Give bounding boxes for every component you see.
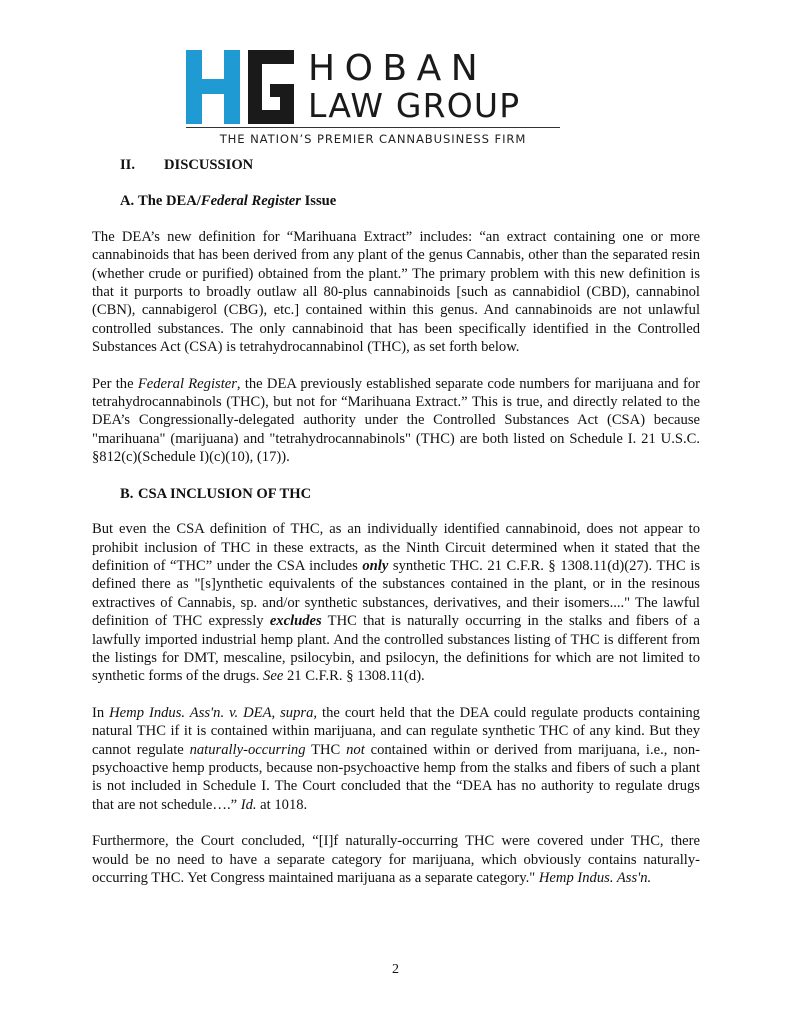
subsection-a-title-post: Issue bbox=[300, 193, 337, 210]
section-number: II. bbox=[120, 157, 136, 173]
document-body bbox=[92, 156, 700, 905]
subsection-a-letter: A. bbox=[120, 193, 135, 210]
italic-run: See bbox=[263, 668, 284, 685]
section-heading bbox=[120, 156, 700, 174]
paragraph-hemp-industries bbox=[92, 704, 700, 814]
italic-run: not bbox=[346, 741, 365, 758]
text-run: at 1018. bbox=[256, 796, 308, 813]
text-run: 21 C.F.R. § 1308.11(d). bbox=[283, 668, 425, 685]
paragraph-marihuana-extract: The DEA’s new definition for “Marihuana Extract” includes: “an extract containing one or more cannabinoids that has been derived from any plant of the genus Cannabis, other than the separated resin (whether crude or purified) obtained from the plant.” The primary problem with this new definition is that it purports to broadly outlaw all 80-plus cannabinoids [such as cannabidiol (CBD), cannabinol (CBN), cannabigerol (CBG), etc.] contained within this genus. And cannabinoids are not unlawful controlled substances. The only cannabinoid that has been specifically identified in the Controlled Substances Act (CSA) is tetrahydrocannabinol (THC), as set forth below. bbox=[92, 228, 700, 356]
text-run: the court held that the DEA could regulate products containing natural THC if it is contained within marijuana, and can regulate synthetic THC of any kind. But they cannot regulate bbox=[92, 704, 700, 758]
brand-tagline: THE NATION’S PREMIER CANNABUSINESS FIRM bbox=[219, 132, 527, 146]
case-citation: Hemp Indus. Ass'n. bbox=[538, 870, 652, 886]
section-title: DISCUSSION bbox=[164, 157, 254, 173]
text-run: Per the bbox=[92, 375, 138, 392]
hg-logo-mark bbox=[186, 50, 300, 124]
brand-name-line1: HOBAN bbox=[308, 48, 488, 89]
paragraph-court-conclusion bbox=[92, 832, 700, 887]
paragraph-csa-definition bbox=[92, 520, 700, 686]
case-citation: Hemp Indus. Ass'n. v. DEA, supra, bbox=[109, 704, 318, 721]
emphasis-run: excludes bbox=[269, 613, 322, 630]
brand-name-line2: LAW GROUP bbox=[308, 86, 521, 125]
subsection-b-heading bbox=[120, 485, 700, 503]
paragraph-federal-register bbox=[92, 375, 700, 467]
text-run: , the DEA previously established separate code numbers for marijuana and for tetrahydrocannabinols (THC), but not for “Marihuana Extract.” This is true, and directly related to the DEA’s Congressionally-delegated authority under the Controlled Substances Act (CSA) because "marihuana" (marijuana) and "tetrahydrocannabinols" (THC) are both listed on Schedule I. 21 U.S.C. §812(c)(Schedule I)(c)(10), (17)). bbox=[92, 375, 700, 466]
italic-run: naturally-occurring bbox=[189, 741, 306, 758]
subsection-a-title-italic: Federal Register bbox=[200, 193, 301, 210]
subsection-b-letter: B. bbox=[120, 485, 134, 502]
text-run: synthetic THC. 21 C.F.R. § 1308.11(d)(27). THC is defined there as "[s]ynthetic equivalents of the substances contained in the plant, or in the resinous extractives of Cannabis, sp. and/or synthetic substances, derivatives, and their isomers...." The lawful definition of THC expressly bbox=[92, 557, 700, 630]
firm-logo bbox=[186, 50, 560, 146]
italic-run: Federal Register bbox=[137, 375, 237, 392]
text-run: But even the CSA definition of THC, as an individually identified cannabinoid, does not appear to prohibit inclusion of THC in these extracts, as the Ninth Circuit determined when it stated that the definition of “THC” under the CSA includes bbox=[92, 521, 700, 574]
page-number: 2 bbox=[392, 962, 399, 977]
subsection-b-title: CSA INCLUSION OF THC bbox=[138, 485, 312, 502]
emphasis-run: only bbox=[362, 557, 389, 574]
subsection-a-title-pre: The DEA/ bbox=[138, 193, 201, 210]
subsection-a-heading bbox=[120, 192, 700, 210]
italic-run: Id. bbox=[240, 796, 257, 813]
tagline-rule bbox=[186, 127, 560, 128]
text-run: In bbox=[92, 704, 110, 721]
text-run: THC that is naturally occurring in the stalks and fibers of a lawfully imported industrial hemp plant. And the controlled substances listing of THC is different from the listings for DMT, mescaline, psilocybin, and psilocyn, the definitions for which are not limited to synthetic forms of the drugs. bbox=[92, 613, 700, 685]
text-run: Furthermore, the Court concluded, “[I]f naturally-occurring THC were covered under THC, there would be no need to have a separate category for marijuana, which obviously contains naturally-occurring THC. Yet Congress maintained marijuana as a separate category." bbox=[92, 833, 700, 886]
text-run: contained within or derived from marijuana, i.e., non-psychoactive hemp products, because non-psychoactive hemp from the stalks and fibers of such a plant is not included in Schedule I. The Court concluded that the “DEA has no authority to regulate drugs that are not schedule….” bbox=[92, 741, 700, 813]
text-run: THC bbox=[305, 741, 347, 758]
